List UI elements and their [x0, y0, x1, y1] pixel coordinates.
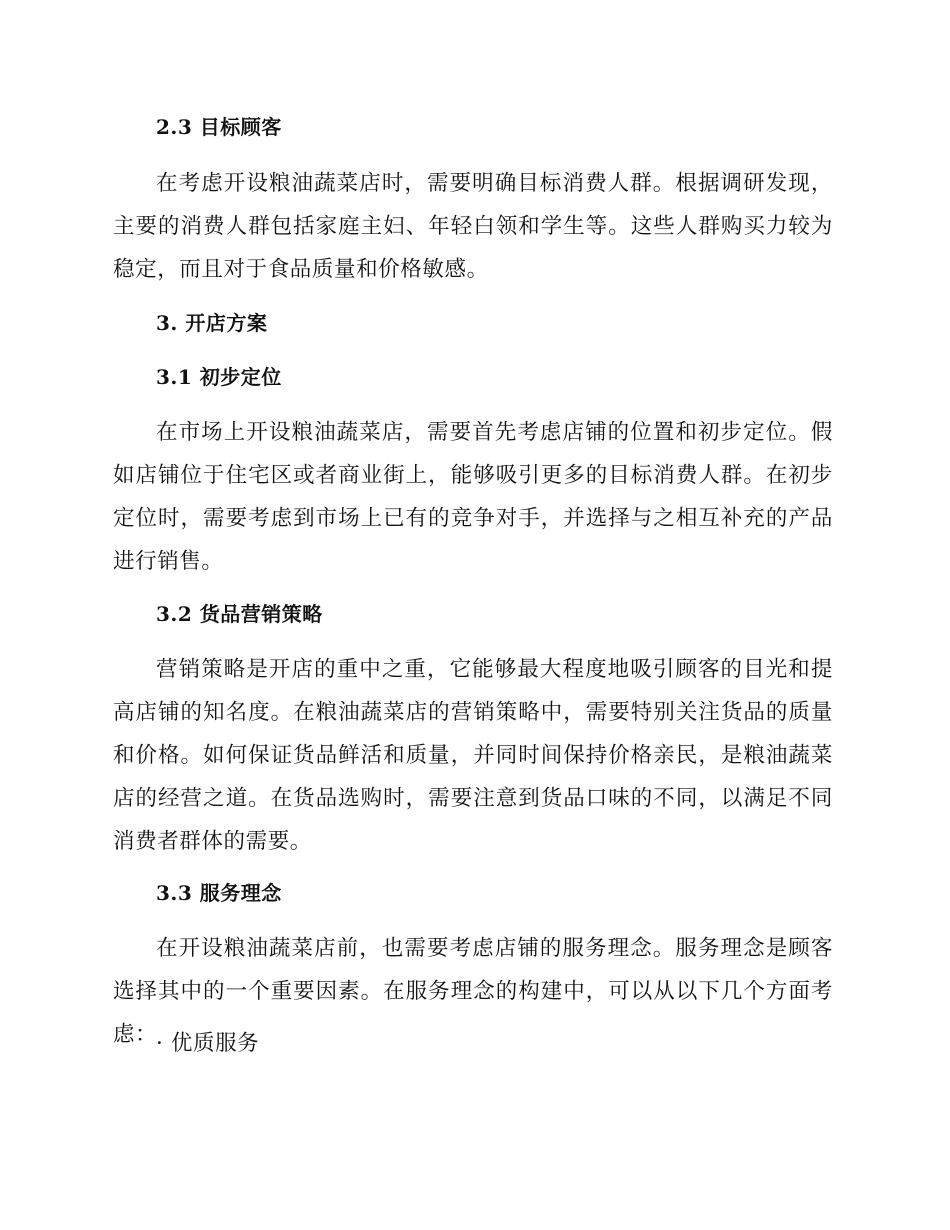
section-heading-3: 3. 开店方案 — [156, 311, 268, 335]
section-paragraph-3-1: 在市场上开设粮油蔬菜店，需要首先考虑店铺的位置和初步定位。假如店铺位于住宅区或者商业街上，能够吸引更多的目标消费人群。在初步定位时，需要考虑到市场上已有的竞争对手，并选择与之相互补充的产品进行销售。 — [113, 420, 833, 574]
section-heading-3-1: 3.1 初步定位 — [156, 365, 282, 389]
section-heading-3-2: 3.2 货品营销策略 — [156, 602, 323, 626]
section-heading-3-3: 3.3 服务理念 — [156, 881, 282, 905]
bullet-item-quality-service: · 优质服务 — [156, 1031, 260, 1056]
section-paragraph-3-3: 在开设粮油蔬菜店前，也需要考虑店铺的服务理念。服务理念是顾客选择其中的一个重要因素。在服务理念的构建中，可以从以下几个方面考虑： — [113, 936, 833, 1047]
section-paragraph-3-2: 营销策略是开店的重中之重，它能够最大程度地吸引顾客的目光和提高店铺的知名度。在粮油蔬菜店的营销策略中，需要特别关注货品的质量和价格。如何保证货品鲜活和质量，并同时间保持价格亲民，是粮油蔬菜店的经营之道。在货品选购时，需要注意到货品口味的不同，以满足不同消费者群体的需要。 — [113, 657, 833, 854]
section-heading-2-3: 2.3 目标顾客 — [156, 115, 282, 139]
section-paragraph-2-3: 在考虑开设粮油蔬菜店时，需要明确目标消费人群。根据调研发现，主要的消费人群包括家庭主妇、年轻白领和学生等。这些人群购买力较为稳定，而且对于食品质量和价格敏感。 — [113, 171, 833, 282]
